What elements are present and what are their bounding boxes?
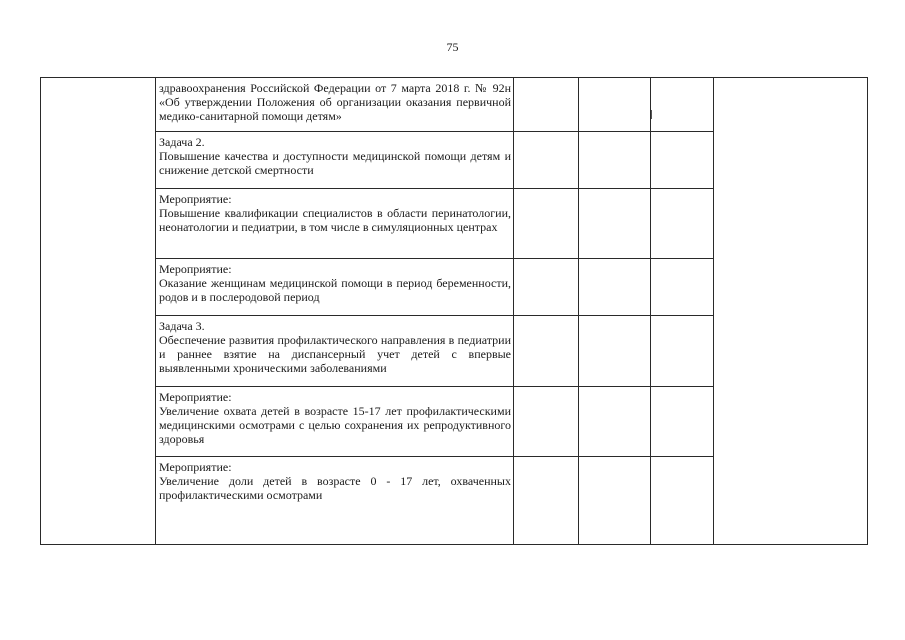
empty-cell (579, 132, 651, 189)
measure-text: Повышение квалификации специалистов в области перинатологии, неонатологии и педиатрии, в том числе в симуляционных центрах (159, 206, 511, 234)
empty-cell (579, 387, 651, 457)
plan-table-wrapper (40, 77, 867, 544)
empty-cell (651, 78, 714, 132)
task-text: Обеспечение развития профилактического направления в педиатрии и раннее взятие на диспансерный учет детей с впервые выявленными хроническими заболеваниями (159, 333, 511, 375)
empty-cell (651, 132, 714, 189)
empty-cell (651, 316, 714, 387)
continuation-cell (156, 78, 514, 132)
empty-cell (651, 457, 714, 545)
empty-cell (579, 457, 651, 545)
measure-cell (156, 189, 514, 259)
right-empty-column (714, 78, 868, 545)
measure-heading: Мероприятие: (159, 192, 232, 206)
empty-cell (579, 259, 651, 316)
measure-text: Оказание женщинам медицинской помощи в период беременности, родов и в послеродовой период (159, 276, 511, 304)
empty-cell (651, 387, 714, 457)
empty-cell (514, 457, 579, 545)
empty-cell (514, 259, 579, 316)
measure-heading: Мероприятие: (159, 390, 232, 404)
plan-table (40, 77, 868, 545)
task-text: Повышение качества и доступности медицинской помощи детям и снижение детской смертности (159, 149, 511, 177)
task-heading: Задача 3. (159, 319, 205, 333)
empty-cell (514, 189, 579, 259)
empty-cell (579, 189, 651, 259)
empty-cell (514, 387, 579, 457)
empty-cell (514, 78, 579, 132)
scan-artifact-mark (651, 110, 652, 119)
measure-text: Увеличение охвата детей в возрасте 15-17 лет профилактическими медицинскими осмотрами с целью сохранения их репродуктивного здоровья (159, 404, 511, 446)
measure-text: Увеличение доли детей в возрасте 0 - 17 лет, охваченных профилактическими осмотрами (159, 474, 511, 502)
empty-cell (514, 132, 579, 189)
measure-cell (156, 259, 514, 316)
empty-cell (651, 259, 714, 316)
task-cell (156, 316, 514, 387)
measure-cell (156, 387, 514, 457)
empty-cell (651, 189, 714, 259)
empty-cell (514, 316, 579, 387)
measure-heading: Мероприятие: (159, 262, 232, 276)
empty-cell (579, 78, 651, 132)
empty-cell (579, 316, 651, 387)
measure-cell (156, 457, 514, 545)
measure-heading: Мероприятие: (159, 460, 232, 474)
table-row (41, 78, 868, 132)
task-heading: Задача 2. (159, 135, 205, 149)
continuation-text: здравоохранения Российской Федерации от 7 марта 2018 г. № 92н «Об утверждении Положения об организации оказания первичной медико-санитарной помощи детям» (159, 81, 511, 123)
page-number: 75 (446, 40, 459, 54)
left-empty-column (41, 78, 156, 545)
task-cell (156, 132, 514, 189)
